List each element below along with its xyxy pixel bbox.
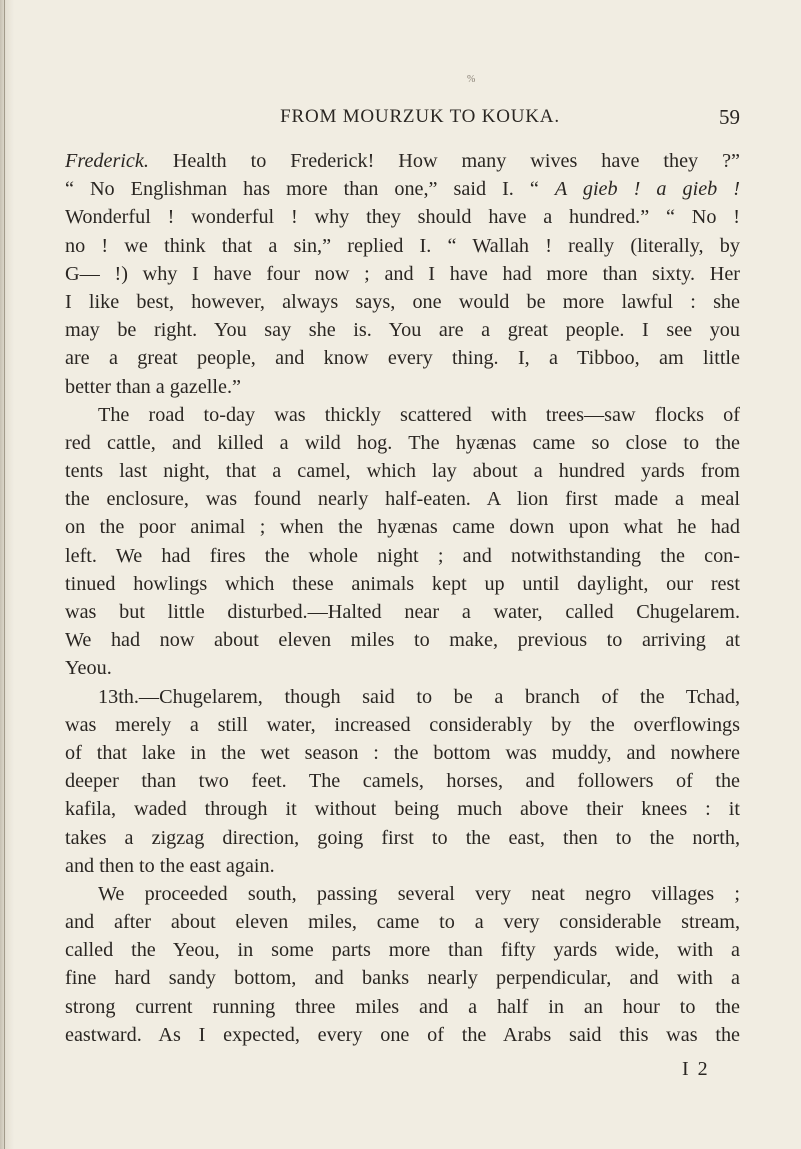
running-head: FROM MOURZUK TO KOUKA. <box>280 106 560 127</box>
text-line: Frederick. Health to Frederick! How many wives have they ?” <box>65 150 740 172</box>
text-line: Yeou. <box>65 657 112 680</box>
text-line: We proceeded south, passing several very neat negro villages ; <box>98 882 740 905</box>
speaker-name: Frederick. <box>65 150 149 172</box>
text-line: tents last night, that a camel, which lay about a hundred yards from <box>65 460 740 483</box>
text-line: fine hard sandy bottom, and banks nearly perpendicular, and with a <box>65 967 740 990</box>
text-line: tinued howlings which these animals kept up until daylight, our rest <box>65 572 740 595</box>
text-line: red cattle, and killed a wild hog. The hyænas came so close to the <box>65 431 740 454</box>
text-line: strong current running three miles and a half in an hour to the <box>65 995 740 1018</box>
page-edge <box>4 0 5 1149</box>
body-text <box>65 147 740 1049</box>
text-line: kafila, waded through it without being much above their knees : it <box>65 798 740 821</box>
text-line: and after about eleven miles, came to a very considerable stream, <box>65 911 740 934</box>
text-line: G— !) why I have four now ; and I have had more than sixty. Her <box>65 262 740 285</box>
text-line: no ! we think that a sin,” replied I. “ Wallah ! really (literally, by <box>65 234 740 257</box>
text-line: We had now about eleven miles to make, previous to arriving at <box>65 629 740 652</box>
text-line: left. We had fires the whole night ; and notwithstanding the con- <box>65 544 740 567</box>
signature-mark: I 2 <box>682 1058 710 1080</box>
text-line: I like best, however, always says, one would be more lawful : she <box>65 290 740 313</box>
text-line: the enclosure, was found nearly half-eaten. A lion first made a meal <box>65 488 740 511</box>
text-line: The road to-day was thickly scattered with trees—saw flocks of <box>98 403 740 426</box>
text-line: Wonderful ! wonderful ! why they should have a hundred.” “ No ! <box>65 206 740 229</box>
text-line: was but little disturbed.—Halted near a water, called Chugelarem. <box>65 601 740 623</box>
text-line: and then to the east again. <box>65 854 275 877</box>
text-line: takes a zigzag direction, going first to the east, then to the north, <box>65 826 740 849</box>
text-line: on the poor animal ; when the hyænas came down upon what he had <box>65 516 740 539</box>
text-line: called the Yeou, in some parts more than fifty yards wide, with a <box>65 939 740 962</box>
text-line: was merely a still water, increased considerably by the overflowings <box>65 713 740 736</box>
text-line: eastward. As I expected, every one of the Arabs said this was the <box>65 1023 740 1046</box>
page-header <box>100 106 740 132</box>
text-line: are a great people, and know every thing. I, a Tibboo, am little <box>65 347 740 370</box>
text-line: 13th.—Chugelarem, though said to be a branch of the Tchad, <box>98 685 740 708</box>
stray-mark: % <box>467 74 476 85</box>
text-line: “ No Englishman has more than one,” said I. “ A gieb ! a gieb ! <box>65 178 740 201</box>
text-line: may be right. You say she is. You are a great people. I see you <box>65 319 740 342</box>
page-number: 59 <box>719 105 740 129</box>
text-line: better than a gazelle.” <box>65 375 241 398</box>
italic-phrase: A gieb ! a gieb ! <box>554 178 740 201</box>
text-line: of that lake in the wet season : the bottom was muddy, and nowhere <box>65 741 740 764</box>
text-line: deeper than two feet. The camels, horses, and followers of the <box>65 770 740 793</box>
